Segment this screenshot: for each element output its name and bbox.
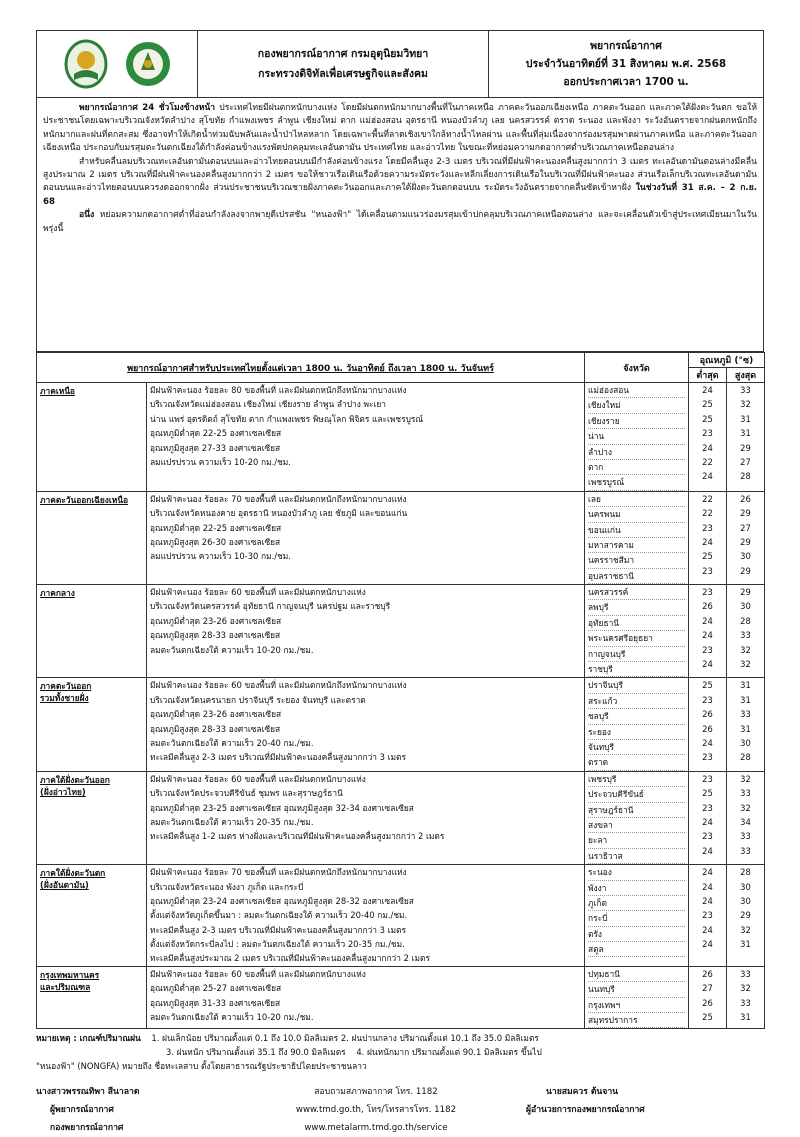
max-temp: 30 xyxy=(740,881,751,892)
min-temp: 24 xyxy=(702,924,713,935)
region-name-line: ภาคใต้ฝั่งตะวันออก xyxy=(40,774,110,785)
forecast-line: บริเวณจังหวัดนครนายก ปราจีนบุรี ระยอง จันทบุรี และตราด xyxy=(150,694,366,705)
min-temp: 23 xyxy=(702,831,713,842)
forecast-line: อุณหภูมิสูงสุด 27-33 องศาเซลเซียส xyxy=(150,442,281,453)
forecast-line: อุณหภูมิสูงสุด 28-33 องศาเซลเซียส xyxy=(150,723,281,734)
province-name: เลย xyxy=(588,492,685,507)
min-temp: 23 xyxy=(702,694,713,705)
forecast-line: อุณหภูมิสูงสุด 31-33 องศาเซลเซียส xyxy=(150,997,281,1008)
max-temp: 33 xyxy=(740,630,751,641)
max-temp: 31 xyxy=(740,939,751,950)
max-temp: 27 xyxy=(740,522,751,533)
province-name: ระนอง xyxy=(588,865,685,880)
max-temp: 31 xyxy=(740,428,751,439)
nongfa-note: "หนองฟ้า" (NONGFA) หมายถึง ชื่อทะเลสาบ ตั้งโดยสาธารณรัฐประชาธิปไตยประชาชนลาว xyxy=(36,1061,367,1072)
region-name-line: ภาคกลาง xyxy=(40,588,75,599)
province-name: ปราจีนบุรี xyxy=(588,678,685,693)
max-temp: 29 xyxy=(740,587,751,598)
forecast-line: ลมตะวันตกเฉียงใต้ ความเร็ว 10-20 กม./ชม. xyxy=(150,1012,314,1023)
min-temp: 24 xyxy=(702,385,713,395)
min-temp-list xyxy=(689,491,727,584)
forecast-line: ลมตะวันตกเฉียงใต้ ความเร็ว 10-20 กม./ชม. xyxy=(150,644,314,655)
min-temp: 24 xyxy=(702,442,713,453)
forecast-line: ลมแปรปรวน ความเร็ว 10-20 กม./ชม. xyxy=(150,456,291,467)
province-list xyxy=(585,966,689,1029)
min-temp: 25 xyxy=(702,551,713,562)
province-name: ประจวบคีรีขันธ์ xyxy=(588,787,685,802)
intro-p3: อนึ่ง หย่อมความกดอากาศต่ำที่อ่อนกำลังลงจากพายุดีเปรสชัน "หนองฟ้า" ได้เคลื่อนตามแนวร่องมรสุมเข้าปกคลุมบริเวณภาคเหนือตอนล่าง และจะเคลื่อนตัวเข้าสู่ประเทศเมียนมาในวันพรุ่งนี้ xyxy=(43,210,757,234)
min-temp: 26 xyxy=(702,968,713,979)
province-list xyxy=(585,383,689,492)
min-temp: 26 xyxy=(702,997,713,1008)
province-list xyxy=(585,585,689,678)
min-temp: 27 xyxy=(702,983,713,994)
province-list xyxy=(585,865,689,967)
min-temp: 24 xyxy=(702,471,713,482)
forecast-line: อุณหภูมิต่ำสุด 23-26 องศาเซลเซียส xyxy=(150,615,282,626)
region-name xyxy=(37,383,147,492)
max-temp: 31 xyxy=(740,680,751,691)
forecast-line: มีฝนฟ้าคะนอง ร้อยละ 60 ของพื้นที่ และมีฝนตกหนักบางแห่ง xyxy=(150,587,366,598)
province-name: อุบลราชธานี xyxy=(588,569,685,584)
max-temp: 33 xyxy=(740,709,751,720)
max-temp: 33 xyxy=(740,385,751,395)
min-temp-list xyxy=(689,865,727,967)
max-temp-list xyxy=(727,585,765,678)
forecast-line: มีฝนฟ้าคะนอง ร้อยละ 70 ของพื้นที่ และมีฝนตกหนักถึงหนักมากบางแห่ง xyxy=(150,867,407,878)
max-temp: 30 xyxy=(740,601,751,612)
director-title: ผู้อำนวยการกองพยากรณ์อากาศ xyxy=(526,1105,645,1116)
region-forecast xyxy=(147,491,585,584)
logos xyxy=(37,31,198,97)
forecast-line: บริเวณจังหวัดนครสวรรค์ อุทัยธานี กาญจนบุรี นครปฐม และราชบุรี xyxy=(150,601,391,612)
issue-time: ออกประกาศเวลา 1700 น. xyxy=(563,76,689,88)
region-row xyxy=(37,966,765,1029)
min-temp: 26 xyxy=(702,601,713,612)
max-temp: 29 xyxy=(740,536,751,547)
region-row xyxy=(37,491,765,584)
min-temp: 24 xyxy=(702,615,713,626)
temp-header: อุณหภูมิ (°ซ) xyxy=(689,353,765,368)
max-temp: 31 xyxy=(740,694,751,705)
province-name: อุทัยธานี xyxy=(588,616,685,631)
intro-p2: สำหรับคลื่นลมบริเวณทะเลอันดามันตอนบนและอ่าวไทยตอนบนมีกำลังค่อนข้างแรง โดยมีคลื่นสูง 2-3 เมตร บริเวณที่มีฝนฟ้าคะนองคลื่นสูงมากกว่า 3 เมตร ทะเลอันดามันตอนล่างมีคลื่นสูงประมาณ 2 เมตร บริเวณที่มีฝนฟ้าคะนองคลื่นสูงมากกว่า 2 เมตร ขอให้ชาวเรือเดินเรือด้วยความระมัดระวังและหลีกเลี่ยงการเดินเรือในบริเวณที่มีฝนฟ้าคะนอง ส่วนเรือเล็กบริเวณทะเลอันดามันตอนบนและอ่าวไทยตอนบนควรงดออกจากฝั่ง ส่วนประชาชนบริเวณชายฝั่งภาคตะวันออกและภาคใต้ฝั่งตะวันตกตอนบน ระมัดระวังอันตรายจากคลื่นซัดเข้าหาฝั่ง ในช่วงวันที่ 31 ส.ค. – 2 ก.ย. 68 xyxy=(43,156,757,207)
province-name: สตูล xyxy=(588,942,685,957)
forecast-date: ประจำวันอาทิตย์ที่ 31 สิงหาคม พ.ศ. 2568 xyxy=(525,58,727,70)
max-temp: 31 xyxy=(740,723,751,734)
min-temp: 24 xyxy=(702,939,713,950)
province-name: กาญจนบุรี xyxy=(588,647,685,662)
province-name: เพชรบูรณ์ xyxy=(588,475,685,490)
max-temp: 28 xyxy=(740,752,751,763)
min-temp: 24 xyxy=(702,895,713,906)
region-forecast xyxy=(147,771,585,864)
max-temp-list xyxy=(727,678,765,771)
max-temp: 30 xyxy=(740,737,751,748)
forecaster-name: นางสาวพรรณทิพา สีนาลาด xyxy=(36,1087,140,1098)
forecast-header: พยากรณ์อากาศสำหรับประเทศไทยตั้งแต่เวลา 1800 น. วันอาทิตย์ ถึงเวลา 1800 น. วันจันทร์ xyxy=(37,353,585,383)
region-name xyxy=(37,585,147,678)
province-name: พระนครศรีอยุธยา xyxy=(588,631,685,646)
note-label: หมายเหตุ : เกณฑ์ปริมาณฝน xyxy=(36,1033,141,1044)
province-name: พังงา xyxy=(588,881,685,896)
region-name xyxy=(37,966,147,1029)
max-temp: 31 xyxy=(740,413,751,424)
min-temp: 26 xyxy=(702,723,713,734)
min-temp: 23 xyxy=(702,752,713,763)
region-name-line: กรุงเทพมหานคร xyxy=(40,969,100,980)
min-temp: 26 xyxy=(702,709,713,720)
province-name: ภูเก็ต xyxy=(588,896,685,911)
forecast-line: บริเวณจังหวัดระนอง พังงา ภูเก็ต และกระบี่ xyxy=(150,881,304,892)
forecast-line: ลมแปรปรวน ความเร็ว 10-30 กม./ชม. xyxy=(150,551,291,562)
max-temp: 29 xyxy=(740,565,751,576)
min-temp: 25 xyxy=(702,1012,713,1023)
max-temp: 27 xyxy=(740,456,751,467)
forecast-line: อุณหภูมิสูงสุด 28-33 องศาเซลเซียส xyxy=(150,630,281,641)
forecast-document xyxy=(36,30,764,1137)
province-name: ตรัง xyxy=(588,927,685,942)
province-name: สุราษฎร์ธานี xyxy=(588,803,685,818)
province-header: จังหวัด xyxy=(585,353,689,383)
region-forecast xyxy=(147,383,585,492)
max-temp-list xyxy=(727,383,765,492)
forecast-line: ทะเลมีคลื่นสูง 2-3 เมตร บริเวณที่มีฝนฟ้าคะนองคลื่นสูงมากกว่า 3 เมตร xyxy=(150,752,406,763)
forecast-line: อุณหภูมิต่ำสุด 23-24 องศาเซลเซียส อุณหภูมิสูงสุด 28-32 องศาเซลเซียส xyxy=(150,895,414,906)
contact-web: www.tmd.go.th, โทร/โทรสารโทร. 1182 xyxy=(295,1105,457,1116)
min-temp: 24 xyxy=(702,630,713,641)
region-row xyxy=(37,585,765,678)
ministry-logo-icon xyxy=(124,38,172,90)
min-temp: 22 xyxy=(702,508,713,519)
min-temp: 25 xyxy=(702,680,713,691)
forecast-line: อุณหภูมิต่ำสุด 23-25 องศาเซลเซียส อุณหภูมิสูงสุด 32-34 องศาเซลเซียส xyxy=(150,802,414,813)
forecast-line: บริเวณจังหวัดประจวบคีรีขันธ์ ชุมพร และสุราษฎร์ธานี xyxy=(150,788,343,799)
region-row xyxy=(37,383,765,492)
region-name-line: และปริมณฑล xyxy=(40,981,91,992)
province-name: ระยอง xyxy=(588,725,685,740)
min-temp: 25 xyxy=(702,399,713,410)
province-name: นครราชสีมา xyxy=(588,553,685,568)
min-temp: 23 xyxy=(702,910,713,921)
min-temp: 23 xyxy=(702,428,713,439)
min-temp-list xyxy=(689,771,727,864)
max-temp: 29 xyxy=(740,442,751,453)
max-temp: 32 xyxy=(740,773,751,784)
forecast-line: อุณหภูมิต่ำสุด 23-26 องศาเซลเซียส xyxy=(150,709,282,720)
province-name: กรุงเทพฯ xyxy=(588,998,685,1013)
forecast-title: พยากรณ์อากาศ xyxy=(590,40,662,52)
province-name: เชียงใหม่ xyxy=(588,398,685,413)
contact-service: www.metalarm.tmd.go.th/service xyxy=(304,1123,448,1134)
province-name: ขอนแก่น xyxy=(588,523,685,538)
intro-p1: พยากรณ์อากาศ 24 ชั่วโมงข้างหน้า ประเทศไทยมีฝนตกหนักบางแห่ง โดยมีฝนตกหนักมากบางพื้นที่ในภาคเหนือ ภาคตะวันออกเฉียงเหนือ ภาคตะวันออก และภาคใต้ฝั่งตะวันตก ขอให้ประชาชนโดยเฉพาะบริเวณจังหวัดลำปาง สุโขทัย กำแพงเพชร ลำพูน เชียงใหม่ ตาก แม่ฮ่องสอน อุตรธานี หนองบัวลำภู เลย นครสวรรค์ ตราด ระนอง และพังงา ระวังอันตรายจากฝนตกหนักถึงหนักมากและฝนที่ตกสะสม ซึ่งอาจทำให้เกิดน้ำท่วมฉับพลันและน้ำป่าไหลหลาก โดยเฉพาะพื้นที่ลาดเชิงเขาใกล้ทางน้ำไหลผ่าน และพื้นที่ลุ่มเนื่องจากร่องมรสุมพาดผ่านภาคเหนือ และภาคตะวันออกเฉียงเหนือ ประกอบกับมรสุมตะวันตกเฉียงใต้กำลังค่อนข้างแรงพัดปกคลุมทะเลอันดามัน ประเทศไทย และอ่าวไทย ในขณะที่หย่อมความกดอากาศต่ำบริเวณภาคเหนือตอนล่าง xyxy=(43,103,757,154)
forecast-line: ตั้งแต่จังหวัดกระบี่ลงไป : ลมตะวันตกเฉียงใต้ ความเร็ว 20-35 กม./ชม. xyxy=(150,939,405,950)
region-name-line: (ฝั่งอันดามัน) xyxy=(40,880,89,891)
forecast-line: มีฝนฟ้าคะนอง ร้อยละ 60 ของพื้นที่ และมีฝนตกหนักบางแห่ง xyxy=(150,773,366,784)
min-temp-list xyxy=(689,585,727,678)
province-name: เชียงราย xyxy=(588,414,685,429)
max-temp: 32 xyxy=(740,659,751,670)
min-temp: 24 xyxy=(702,536,713,547)
max-temp: 33 xyxy=(740,968,751,979)
max-temp: 29 xyxy=(740,508,751,519)
province-name: ตาก xyxy=(588,460,685,475)
max-temp-list xyxy=(727,865,765,967)
forecast-line: ทะเลมีคลื่นสูง 1-2 เมตร ห่างฝั่งและบริเวณที่มีฝนฟ้าคะนองคลื่นสูงมากกว่า 2 เมตร xyxy=(150,831,445,842)
org-line2: กระทรวงดิจิทัลเพื่อเศรษฐกิจและสังคม xyxy=(258,68,428,80)
max-temp: 32 xyxy=(740,644,751,655)
max-temp: 32 xyxy=(740,924,751,935)
min-temp: 24 xyxy=(702,881,713,892)
region-row xyxy=(37,771,765,864)
max-temp: 32 xyxy=(740,802,751,813)
contact-phone: สอบถามสภาพอากาศ โทร. 1182 xyxy=(314,1087,438,1098)
min-temp: 24 xyxy=(702,659,713,670)
max-temp: 34 xyxy=(740,816,751,827)
region-name-line: ภาคตะวันออก xyxy=(40,681,92,692)
province-name: นราธิวาส xyxy=(588,849,685,864)
header xyxy=(36,30,764,98)
min-temp: 22 xyxy=(702,493,713,504)
min-temp-list xyxy=(689,383,727,492)
forecast-line: ทะเลมีคลื่นสูง 2-3 เมตร บริเวณที่มีฝนฟ้าคะนองคลื่นสูงมากกว่า 3 เมตร xyxy=(150,924,406,935)
province-name: กระบี่ xyxy=(588,911,685,926)
province-name: สมุทรปราการ xyxy=(588,1013,685,1028)
province-name: ลพบุรี xyxy=(588,600,685,615)
forecast-line: อุณหภูมิสูงสุด 26-30 องศาเซลเซียส xyxy=(150,536,281,547)
org-block xyxy=(198,31,489,97)
forecast-line: ลมตะวันตกเฉียงใต้ ความเร็ว 20-35 กม./ชม. xyxy=(150,816,314,827)
min-temp: 23 xyxy=(702,565,713,576)
forecast-line: น่าน แพร่ อุตรดิตถ์ สุโขทัย ตาก กำแพงเพชร พิษณุโลก พิจิตร และเพชรบูรณ์ xyxy=(150,413,424,424)
forecast-line: อุณหภูมิต่ำสุด 25-27 องศาเซลเซียส xyxy=(150,983,282,994)
min-header: ต่ำสุด xyxy=(689,368,727,383)
forecast-line: มีฝนฟ้าคะนอง ร้อยละ 70 ของพื้นที่ และมีฝนตกหนักถึงหนักมากบางแห่ง xyxy=(150,493,407,504)
max-temp: 33 xyxy=(740,788,751,799)
max-temp: 26 xyxy=(740,493,751,504)
max-temp: 33 xyxy=(740,831,751,842)
region-name xyxy=(37,678,147,771)
max-temp: 30 xyxy=(740,551,751,562)
region-row xyxy=(37,865,765,967)
province-name: จันทบุรี xyxy=(588,740,685,755)
director-name: นายสมควร ต้นจาน xyxy=(546,1087,619,1098)
min-temp: 24 xyxy=(702,816,713,827)
province-list xyxy=(585,491,689,584)
min-temp: 23 xyxy=(702,522,713,533)
region-name-line: รวมทั้งชายฝั่ง xyxy=(40,693,89,704)
max-temp: 32 xyxy=(740,983,751,994)
province-list xyxy=(585,678,689,771)
forecast-table xyxy=(36,352,765,1029)
province-name: ชลบุรี xyxy=(588,709,685,724)
max-temp: 33 xyxy=(740,997,751,1008)
min-temp-list xyxy=(689,678,727,771)
signature-block: นางสาวพรรณทิพา สีนาลาด ผู้พยากรณ์อากาศ กองพยากรณ์อากาศ สอบถามสภาพอากาศ โทร. 1182 www.tmd.go.th, โทร/โทรสารโทร. 1182 www.metalarm.tmd.go.th/service นายสมควร ต้นจาน ผู้อำนวยการกองพยากรณ์อากาศ xyxy=(36,1083,764,1137)
province-name: แม่ฮ่องสอน xyxy=(588,383,685,398)
max-header: สูงสุด xyxy=(727,368,765,383)
min-temp: 23 xyxy=(702,587,713,598)
max-temp: 30 xyxy=(740,895,751,906)
forecast-line: ตั้งแต่จังหวัดภูเก็ตขึ้นมา : ลมตะวันตกเฉียงใต้ ความเร็ว 20-40 กม./ชม. xyxy=(150,910,408,921)
province-name: ลำปาง xyxy=(588,445,685,460)
province-name: เพชรบุรี xyxy=(588,772,685,787)
forecast-line: มีฝนฟ้าคะนอง ร้อยละ 60 ของพื้นที่ และมีฝนตกหนักถึงหนักมากบางแห่ง xyxy=(150,680,407,691)
region-row xyxy=(37,678,765,771)
region-forecast xyxy=(147,678,585,771)
forecast-line: มีฝนฟ้าคะนอง ร้อยละ 60 ของพื้นที่ และมีฝนตกหนักบางแห่ง xyxy=(150,968,366,979)
min-temp-list xyxy=(689,966,727,1029)
max-temp: 31 xyxy=(740,1012,751,1023)
min-temp: 23 xyxy=(702,802,713,813)
region-name-line: ภาคเหนือ xyxy=(40,386,75,396)
intro-text xyxy=(36,98,764,352)
min-temp: 24 xyxy=(702,845,713,856)
region-name-line: ภาคใต้ฝั่งตะวันตก xyxy=(40,868,106,879)
province-list xyxy=(585,771,689,864)
forecast-line: มีฝนฟ้าคะนอง ร้อยละ 80 ของพื้นที่ และมีฝนตกหนักถึงหนักมากบางแห่ง xyxy=(150,385,407,395)
province-name: นนทบุรี xyxy=(588,982,685,997)
region-forecast xyxy=(147,865,585,967)
min-temp: 25 xyxy=(702,413,713,424)
region-name xyxy=(37,865,147,967)
region-name xyxy=(37,491,147,584)
min-temp: 25 xyxy=(702,788,713,799)
min-temp: 22 xyxy=(702,456,713,467)
forecast-line: ลมตะวันตกเฉียงใต้ ความเร็ว 20-40 กม./ชม. xyxy=(150,737,314,748)
org-line1: กองพยากรณ์อากาศ กรมอุตุนิยมวิทยา xyxy=(257,48,429,60)
max-temp: 29 xyxy=(740,910,751,921)
region-forecast xyxy=(147,966,585,1029)
province-name: ราชบุรี xyxy=(588,662,685,677)
province-name: ปทุมธานี xyxy=(588,967,685,982)
forecast-line: อุณหภูมิต่ำสุด 22-25 องศาเซลเซียส xyxy=(150,428,282,439)
rain-notes: หมายเหตุ : เกณฑ์ปริมาณฝน 1. ฝนเล็กน้อย ปริมาณตั้งแต่ 0.1 ถึง 10.0 มิลลิเมตร 2. ฝนปานกลาง ปริมาณตั้งแต่ 10.1 ถึง 35.0 มิลลิเมตร 3. ฝนหนัก ปริมาณตั้งแต่ 35.1 ถึง 90.0 มิลลิเมตร 4. ฝนหนักมาก ปริมาณตั้งแต่ 90.1 มิลลิเมตร ขึ้นไป "หนองฟ้า" (NONGFA) หมายถึง ชื่อทะเลสาบ ตั้งโดยสาธารณรัฐประชาธิปไตยประชาชนลาว xyxy=(36,1031,764,1073)
province-name: นครสวรรค์ xyxy=(588,585,685,600)
max-temp: 28 xyxy=(740,867,751,878)
province-name: ตราด xyxy=(588,755,685,770)
max-temp-list xyxy=(727,491,765,584)
region-name-line: (ฝั่งอ่าวไทย) xyxy=(40,786,86,797)
min-temp: 24 xyxy=(702,737,713,748)
forecast-line: บริเวณจังหวัดหนองคาย อุดรธานี หนองบัวลำภู เลย ชัยภูมิ และขอนแก่น xyxy=(150,508,408,519)
province-name: มหาสารคาม xyxy=(588,538,685,553)
tmd-logo-icon xyxy=(62,38,110,90)
max-temp: 33 xyxy=(740,845,751,856)
region-forecast xyxy=(147,585,585,678)
province-name: ยะลา xyxy=(588,833,685,848)
min-temp: 23 xyxy=(702,644,713,655)
max-temp: 28 xyxy=(740,615,751,626)
max-temp: 32 xyxy=(740,399,751,410)
region-name-line: ภาคตะวันออกเฉียงเหนือ xyxy=(40,494,129,505)
province-name: สงขลา xyxy=(588,818,685,833)
forecast-line: อุณหภูมิต่ำสุด 22-25 องศาเซลเซียส xyxy=(150,522,282,533)
forecast-line: บริเวณจังหวัดแม่ฮ่องสอน เชียงใหม่ เชียงราย ลำพูน ลำปาง พะเยา xyxy=(150,399,386,410)
province-name: น่าน xyxy=(588,429,685,444)
max-temp-list xyxy=(727,771,765,864)
forecast-line: ทะเลมีคลื่นสูงประมาณ 2 เมตร บริเวณที่มีฝนฟ้าคะนองคลื่นสูงมากกว่า 2 เมตร xyxy=(150,953,430,964)
province-name: นครพนม xyxy=(588,507,685,522)
forecast-title-block xyxy=(489,31,763,97)
region-name xyxy=(37,771,147,864)
max-temp-list xyxy=(727,966,765,1029)
max-temp: 28 xyxy=(740,471,751,482)
min-temp: 24 xyxy=(702,867,713,878)
province-name: สระแก้ว xyxy=(588,694,685,709)
min-temp: 23 xyxy=(702,773,713,784)
